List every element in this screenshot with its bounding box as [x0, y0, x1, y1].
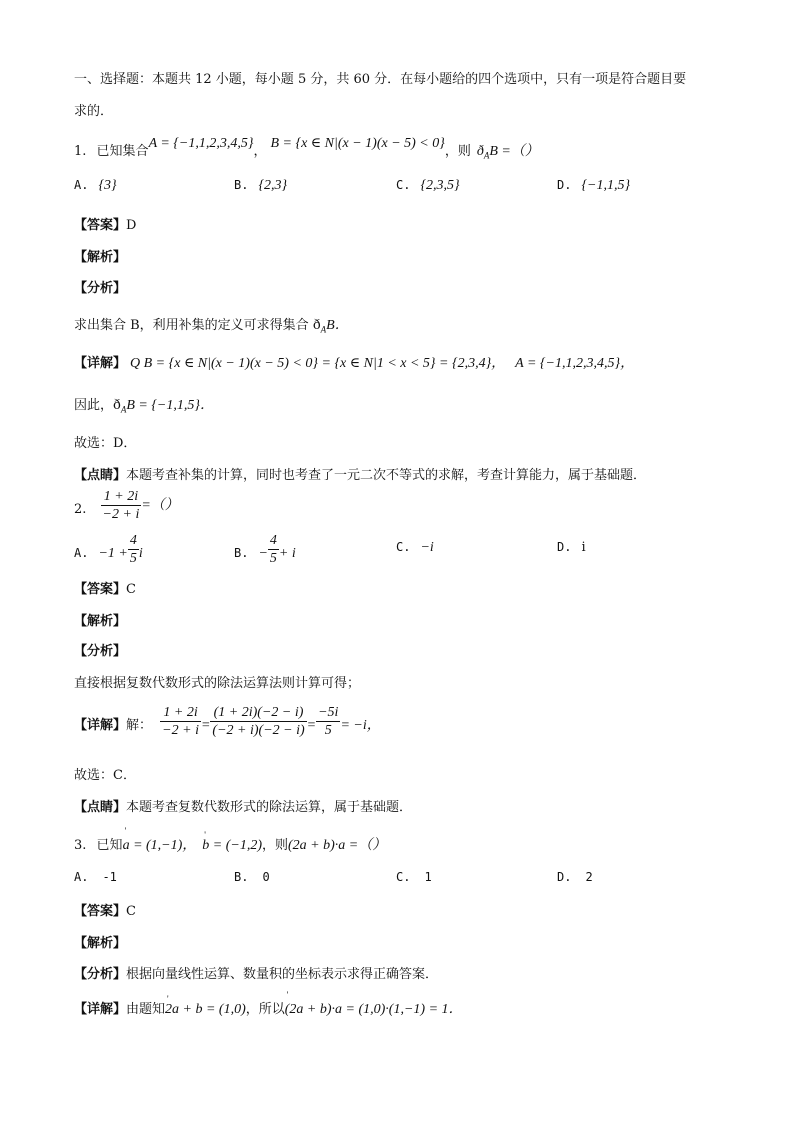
- option-c: [396, 540, 434, 556]
- option-pre: −: [258, 546, 268, 561]
- comment-body: 本题考查复数代数形式的除法运算，属于基础题．: [126, 800, 413, 815]
- detail-end: = −i，: [340, 718, 381, 733]
- option-label: B.: [234, 546, 249, 560]
- option-value: {3}: [98, 178, 117, 193]
- detail-line: [74, 704, 381, 739]
- analysis-tag: 【解析】: [74, 614, 127, 629]
- question-stem: 已知: [96, 838, 123, 853]
- comment-tag: 【点睛】: [74, 468, 127, 483]
- detail-tag: 【详解】: [74, 1002, 127, 1017]
- fraction-denominator: −2 + i: [102, 507, 140, 522]
- question-stem-mid: ，则: [262, 838, 289, 853]
- detail-equation-2: ' (2a + b)·a = (1,0)·(1,−1) = 1．: [285, 998, 463, 1018]
- detail-pre: 解：: [126, 718, 153, 733]
- answer-tag: 【答案】: [74, 582, 127, 597]
- comment-tag: 【点睛】: [74, 800, 127, 815]
- choose-line: 故选：C．: [74, 768, 136, 783]
- question-3: [74, 834, 386, 854]
- option-value: −i: [420, 540, 434, 555]
- fraction-denominator: −2 + i: [162, 723, 199, 738]
- comma: ，: [253, 144, 267, 159]
- fenxi-text: 直接根据复数代数形式的除法运算法则计算可得；: [74, 676, 361, 691]
- option-value: {2,3,5}: [420, 178, 460, 193]
- option-a: [74, 870, 117, 885]
- question-number: 3.: [74, 838, 87, 853]
- option-label: C.: [396, 870, 411, 884]
- question-number: 2.: [74, 502, 87, 517]
- fraction-denominator: (−2 + i)(−2 − i): [212, 723, 305, 738]
- detail-fraction-1: [160, 704, 201, 739]
- set-b: B = {x ∈ N|(x − 1)(x − 5) < 0}: [270, 136, 445, 151]
- complement-symbol: ð: [476, 144, 484, 159]
- option-label: C.: [396, 540, 411, 554]
- detail-mid: ，所以: [245, 1002, 285, 1017]
- question-fraction: [101, 488, 142, 523]
- option-value: i: [581, 540, 586, 555]
- answer-line: [74, 214, 136, 233]
- detail-tag: 【详解】: [74, 356, 127, 371]
- section-heading: 一、选择题：本题共 12 小题，每小题 5 分，共 60 分．在每小题给的四个选项中，只有一项是符合题目要: [74, 72, 687, 87]
- question-expression: (2a + b)·a =（）: [288, 838, 387, 853]
- question-stem-post: ，则: [444, 144, 471, 159]
- detail-tag: 【详解】: [74, 718, 127, 733]
- question-blank: =（）: [141, 498, 179, 513]
- option-a: [74, 532, 143, 567]
- option-post: i: [138, 546, 143, 561]
- comment-line: [74, 796, 412, 815]
- detail-set-a: A = {−1,1,2,3,4,5}，: [515, 356, 635, 371]
- option-value: -1: [102, 870, 117, 884]
- option-post: + i: [278, 546, 296, 561]
- option-label: D.: [557, 178, 572, 192]
- option-label: C.: [396, 178, 411, 192]
- question-blank: B =（）: [489, 144, 539, 159]
- fenxi-text: [74, 314, 349, 335]
- fraction-denominator: 5: [269, 551, 277, 566]
- detail-body: Q B = {x ∈ N|(x − 1)(x − 5) < 0} = {x ∈ N|1 < x < 5} = {2,3,4}，: [130, 356, 506, 371]
- fraction-numerator: −5i: [318, 705, 339, 720]
- fenxi-tag: 【分析】: [74, 281, 127, 296]
- fraction-numerator: (1 + 2i)(−2 − i): [210, 704, 306, 722]
- fraction-numerator: 1 + 2i: [101, 488, 142, 506]
- detail-line: [74, 998, 463, 1018]
- answer-tag: 【答案】: [74, 218, 127, 233]
- therefore-line: [74, 394, 214, 415]
- question-number: 1.: [74, 144, 87, 159]
- question-stem: 已知集合: [96, 144, 149, 159]
- detail-line: [74, 352, 634, 372]
- option-value: 2: [585, 870, 593, 884]
- option-value: {2,3}: [258, 178, 288, 193]
- option-value: 1: [424, 870, 432, 884]
- option-b: [234, 532, 296, 567]
- option-d: [557, 540, 586, 555]
- detail-fraction-3: [316, 704, 340, 739]
- option-label: D.: [557, 870, 572, 884]
- analysis-tag: 【解析】: [74, 936, 127, 951]
- therefore-body: 因此，ð: [74, 398, 121, 413]
- option-d: [557, 178, 630, 194]
- equals: =: [306, 718, 317, 733]
- set-a: A = {−1,1,2,3,4,5}: [148, 136, 254, 151]
- section-heading-cont: 求的．: [74, 104, 114, 119]
- option-pre: −1 +: [98, 546, 128, 561]
- option-label: B.: [234, 178, 249, 192]
- fraction-denominator: 5: [324, 723, 332, 738]
- fenxi-sub: A: [320, 324, 327, 335]
- option-label: A.: [74, 546, 89, 560]
- therefore-sub: A: [120, 404, 127, 415]
- answer-line: [74, 578, 136, 597]
- option-value: {−1,1,5}: [581, 178, 631, 193]
- option-c: [396, 178, 460, 194]
- answer-tag: 【答案】: [74, 904, 127, 919]
- option-label: D.: [557, 540, 572, 554]
- answer-line: [74, 900, 136, 919]
- option-b: [234, 178, 287, 194]
- vector-b: ' b = (−1,2): [202, 838, 262, 854]
- option-fraction: [128, 532, 139, 567]
- option-label: B.: [234, 870, 249, 884]
- option-b: [234, 870, 270, 885]
- complement-sub: A: [483, 150, 490, 161]
- option-fraction: [268, 532, 279, 567]
- option-value: 0: [262, 870, 270, 884]
- comment-line: [74, 464, 646, 483]
- fraction-numerator: 4: [129, 533, 137, 548]
- equals: =: [200, 718, 211, 733]
- option-c: [396, 870, 432, 885]
- analysis-tag: 【解析】: [74, 250, 127, 265]
- detail-equation-1: ' 2a + b = (1,0): [165, 1002, 246, 1018]
- therefore-end: B = {−1,1,5}．: [126, 398, 214, 413]
- answer-value: C: [126, 904, 136, 919]
- vector-a: ' a = (1,−1)，: [123, 834, 197, 854]
- fenxi-tag: 【分析】: [74, 967, 127, 982]
- fenxi-line: [74, 963, 438, 982]
- question-1: [74, 136, 539, 161]
- answer-value: C: [126, 582, 136, 597]
- fraction-denominator: 5: [129, 551, 137, 566]
- fraction-numerator: 1 + 2i: [160, 704, 201, 722]
- question-2: [74, 488, 179, 523]
- comment-body: 本题考查补集的计算，同时也考查了一元二次不等式的求解，考查计算能力，属于基础题．: [126, 468, 647, 483]
- fenxi-body: 求出集合 B，利用补集的定义可求得集合 ð: [74, 318, 321, 333]
- detail-fraction-2: [210, 704, 306, 739]
- detail-pre: 由题知: [126, 1002, 166, 1017]
- answer-value: D: [126, 218, 137, 233]
- fraction-numerator: 4: [269, 533, 277, 548]
- option-d: [557, 870, 593, 885]
- option-a: [74, 178, 117, 194]
- choose-line: 故选：D．: [74, 436, 137, 451]
- option-label: A.: [74, 178, 89, 192]
- fenxi-tag: 【分析】: [74, 644, 127, 659]
- option-label: A.: [74, 870, 89, 884]
- fenxi-body: 根据向量线性运算、数量积的坐标表示求得正确答案．: [126, 967, 439, 982]
- fenxi-end: B．: [326, 318, 349, 333]
